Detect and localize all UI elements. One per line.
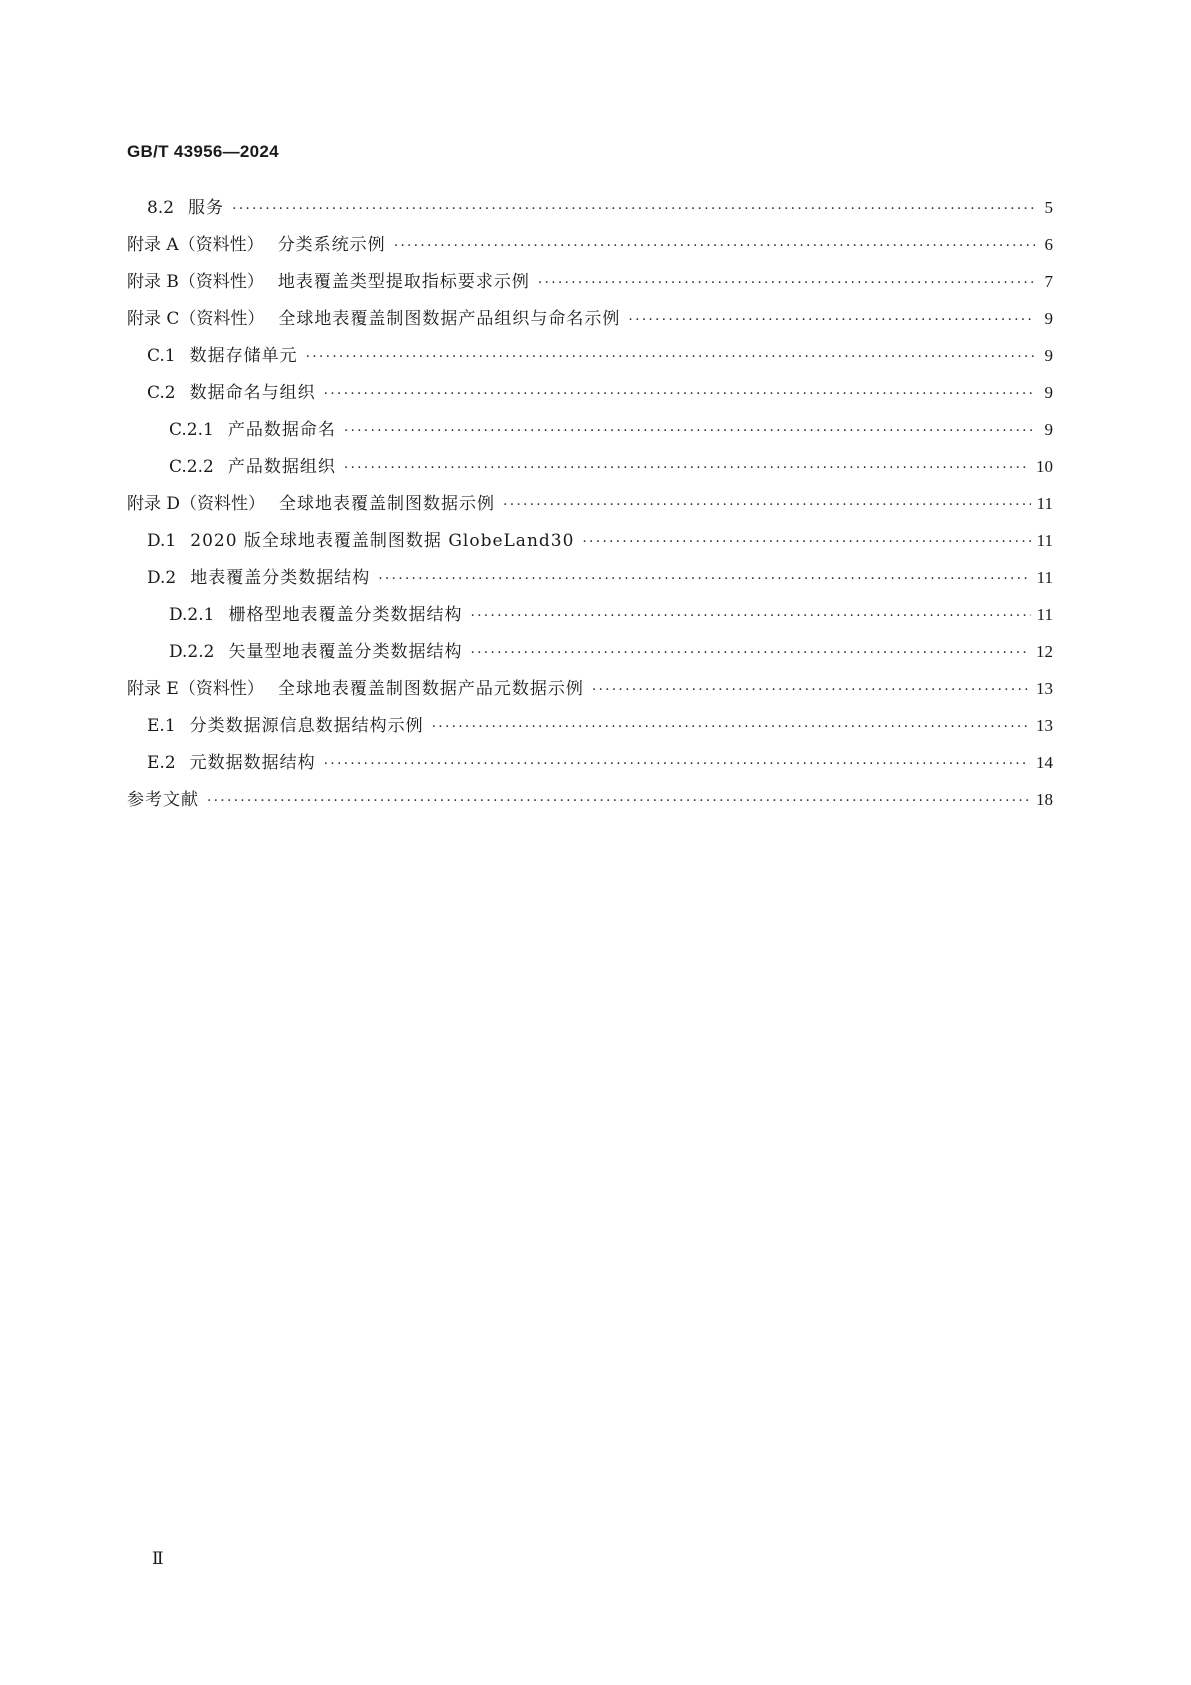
toc-entry-page: 11: [1036, 531, 1053, 550]
toc-entry-page: 9: [1044, 309, 1053, 328]
toc-entry-page: 10: [1036, 457, 1053, 476]
toc-dot-leader: [378, 571, 1030, 587]
toc-entry-number: 附录 B（资料性）: [127, 272, 264, 292]
toc-entry[interactable]: [127, 600, 1053, 637]
toc-entry-page: 9: [1044, 383, 1053, 402]
toc-dot-leader: [232, 201, 1035, 217]
toc-entry[interactable]: [127, 489, 1053, 526]
toc-dot-leader: [538, 275, 1035, 291]
toc-dot-leader: [207, 793, 1030, 809]
toc-entry-page: 12: [1036, 642, 1053, 661]
toc-dot-leader: [628, 312, 1035, 328]
toc-entry[interactable]: [127, 304, 1053, 341]
toc-entry-page: 9: [1044, 346, 1053, 365]
toc-entry-page: 6: [1044, 235, 1053, 254]
toc-entry[interactable]: [127, 674, 1053, 711]
toc-entry-title: 地表覆盖分类数据结构: [190, 568, 371, 588]
page-number: Ⅱ: [152, 1549, 164, 1568]
toc-entry-number: 附录 C（资料性）: [127, 309, 265, 329]
toc-entry-page: 11: [1036, 568, 1053, 587]
toc-dot-leader: [582, 534, 1030, 550]
toc-entry-number: E.1: [147, 716, 176, 736]
toc-entry-number: C.2.1: [169, 420, 214, 440]
toc-entry[interactable]: [127, 563, 1053, 600]
toc-entry-number: 附录 D（资料性）: [127, 494, 266, 514]
toc-entry-number: C.1: [147, 346, 176, 366]
toc-entry-number: D.1: [147, 531, 177, 551]
toc-entry-title: 分类数据源信息数据结构示例: [189, 716, 424, 736]
toc-entry-page: 9: [1044, 420, 1053, 439]
toc-entry-title: 产品数据命名: [227, 420, 336, 440]
toc-dot-leader: [394, 238, 1035, 254]
toc-entry-title: 产品数据组织: [227, 457, 336, 477]
toc-entry[interactable]: [127, 415, 1053, 452]
toc-entry-number: 附录 E（资料性）: [127, 679, 264, 699]
toc-dot-leader: [324, 756, 1030, 772]
toc-dot-leader: [592, 682, 1030, 698]
toc-dot-leader: [344, 423, 1035, 439]
toc-entry[interactable]: [127, 748, 1053, 785]
toc-dot-leader: [324, 386, 1035, 402]
toc-entry[interactable]: [127, 230, 1053, 267]
toc-entry-page: 14: [1036, 753, 1053, 772]
toc-entry-title: 参考文献: [127, 790, 199, 810]
toc-entry[interactable]: [127, 341, 1053, 378]
toc-entry-number: D.2: [147, 568, 177, 588]
toc-entry[interactable]: [127, 526, 1053, 563]
toc-entry-page: 13: [1036, 716, 1053, 735]
toc-entry-page: 18: [1036, 790, 1053, 809]
toc-entry-number: 8.2: [147, 198, 175, 218]
toc-dot-leader: [470, 645, 1030, 661]
toc-entry-title: 全球地表覆盖制图数据产品元数据示例: [277, 679, 584, 699]
toc-entry-title: 矢量型地表覆盖分类数据结构: [228, 642, 463, 662]
toc-entry[interactable]: [127, 267, 1053, 304]
toc-dot-leader: [306, 349, 1035, 365]
toc-dot-leader: [470, 608, 1030, 624]
toc-dot-leader: [344, 460, 1030, 476]
toc-entry-title: 全球地表覆盖制图数据示例: [279, 494, 496, 514]
toc-entry-title: 地表覆盖类型提取指标要求示例: [277, 272, 530, 292]
toc-entry-page: 13: [1036, 679, 1053, 698]
document-code: GB/T 43956—2024: [127, 142, 279, 161]
toc-entry-number: C.2.2: [169, 457, 214, 477]
toc-entry[interactable]: [127, 193, 1053, 230]
toc-entry[interactable]: [127, 637, 1053, 674]
toc-entry-page: 11: [1036, 605, 1053, 624]
toc-entry-number: D.2.2: [169, 642, 215, 662]
toc-entry[interactable]: [127, 378, 1053, 415]
toc-entry-page: 5: [1044, 198, 1053, 217]
toc-entry-title: 栅格型地表覆盖分类数据结构: [228, 605, 463, 625]
toc-entry-number: C.2: [147, 383, 176, 403]
toc-entry-title: 元数据数据结构: [189, 753, 316, 773]
toc-entry-title: 数据存储单元: [189, 346, 298, 366]
toc-entry-title: 分类系统示例: [277, 235, 386, 255]
toc-dot-leader: [432, 719, 1030, 735]
toc-entry-title: 全球地表覆盖制图数据产品组织与命名示例: [278, 309, 621, 329]
toc-entry-number: E.2: [147, 753, 176, 773]
toc-entry[interactable]: [127, 711, 1053, 748]
table-of-contents: [127, 193, 1053, 822]
toc-entry[interactable]: [127, 452, 1053, 489]
toc-dot-leader: [503, 497, 1031, 513]
toc-entry-title: 数据命名与组织: [189, 383, 316, 403]
toc-entry-number: D.2.1: [169, 605, 215, 625]
toc-entry-title: 2020 版全球地表覆盖制图数据 GlobeLand30: [190, 531, 575, 551]
toc-entry-page: 7: [1044, 272, 1053, 291]
toc-entry[interactable]: [127, 785, 1053, 822]
toc-entry-page: 11: [1036, 494, 1053, 513]
toc-entry-title: 服务: [188, 198, 225, 218]
toc-entry-number: 附录 A（资料性）: [127, 235, 264, 255]
